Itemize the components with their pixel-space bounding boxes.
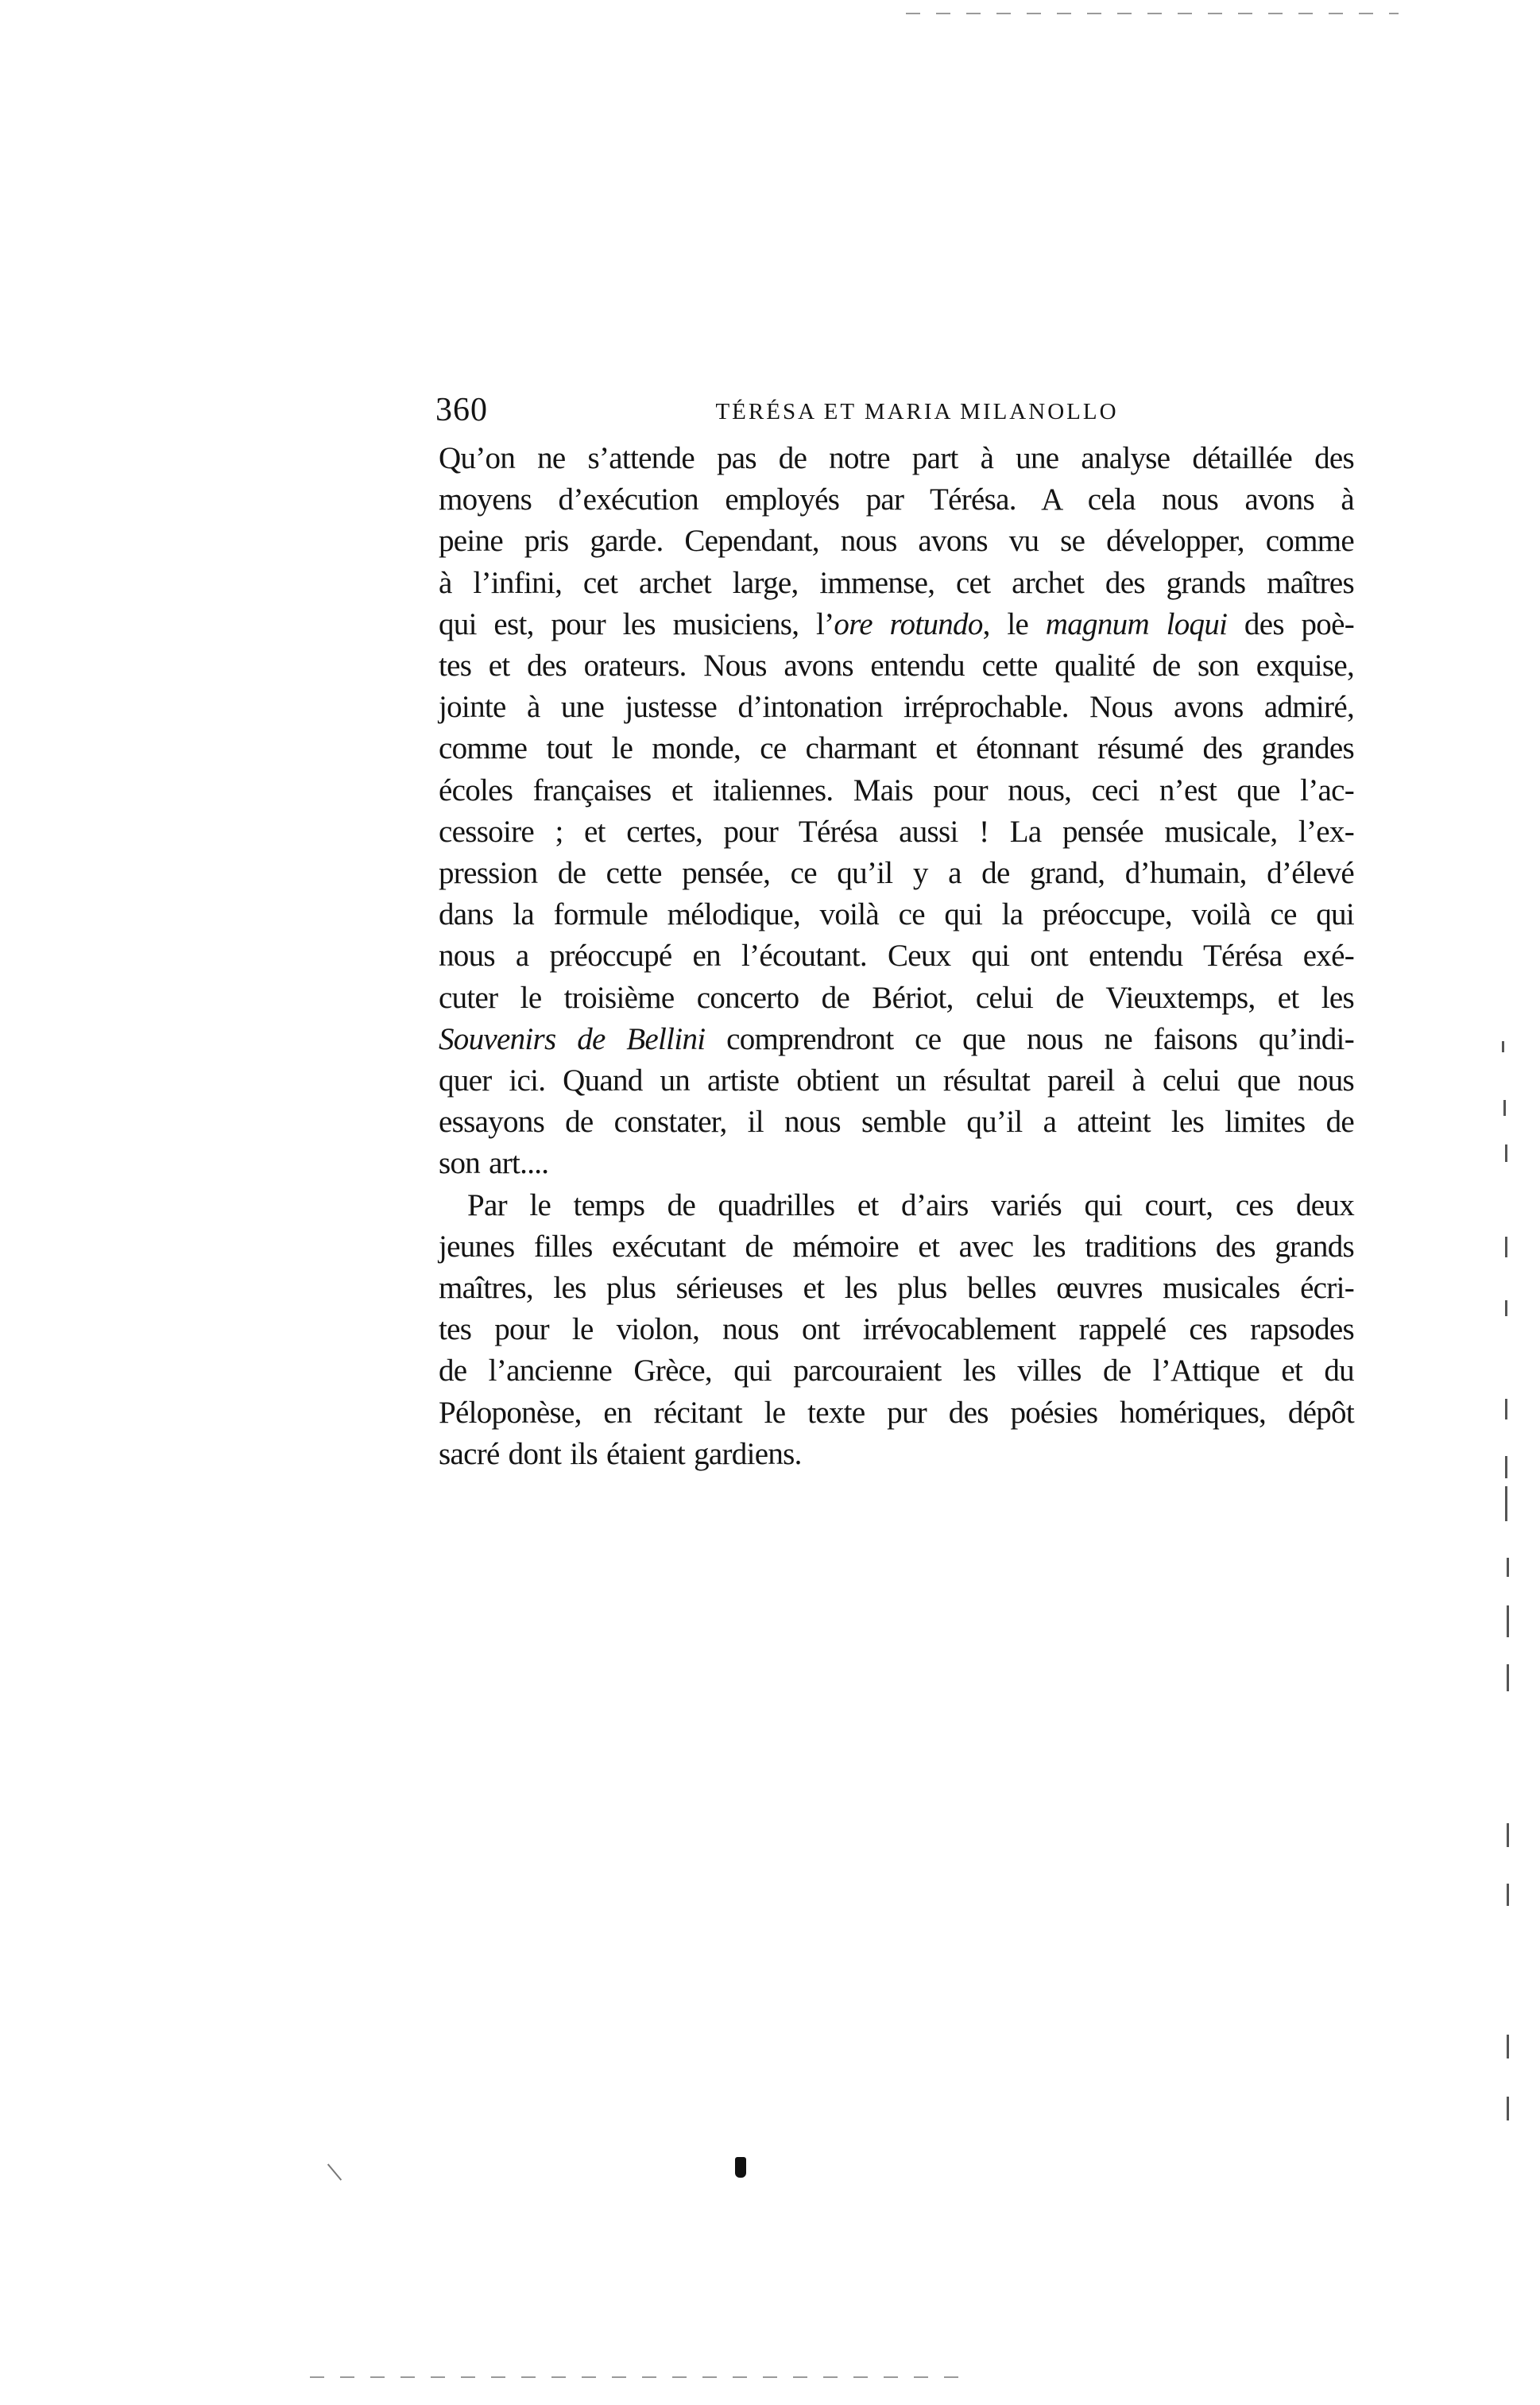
edge-mark: [1507, 1884, 1509, 1906]
text-line: [439, 604, 1354, 645]
text-line: essayons de constater, il nous semble qu’il a atteint les limites de: [439, 1105, 1354, 1140]
text-line: jeunes filles exécutant de mémoire et avec les traditions des grands: [439, 1229, 1354, 1264]
text-fragment: des poè-: [1227, 606, 1354, 641]
text-line: cuter le troisième concerto de Bériot, celui de Vieuxtemps, et les: [439, 980, 1354, 1015]
text-line: à l’infini, cet archet large, immense, cet archet des grands maîtres: [439, 565, 1354, 600]
edge-mark: [1507, 1823, 1509, 1847]
running-title: TÉRÉSA ET MARIA MILANOLLO: [715, 399, 1119, 424]
running-head: [435, 386, 1351, 434]
italic-phrase: magnum loqui: [1045, 606, 1228, 641]
edge-mark: [1502, 1041, 1504, 1052]
scan-noise-bottom: [310, 2376, 969, 2378]
edge-mark: [1507, 2097, 1509, 2120]
text-fragment: , le: [982, 606, 1046, 641]
text-line: tes pour le violon, nous ont irrévocablement rappelé ces rapsodes: [439, 1312, 1354, 1347]
text-line: écoles françaises et italiennes. Mais pour nous, ceci n’est que l’ac-: [439, 773, 1354, 807]
text-line: [439, 1019, 1354, 1060]
text-fragment: qui est, pour les musiciens, l’: [439, 606, 834, 641]
text-line: moyens d’exécution employés par Térésa. A cela nous avons à: [439, 482, 1354, 517]
text-line: dans la formule mélodique, voilà ce qui la préoccupe, voilà ce qui: [439, 897, 1354, 932]
edge-mark: [1505, 1399, 1507, 1419]
edge-mark: [1507, 1664, 1509, 1691]
body-text: [439, 438, 1354, 1475]
italic-phrase: ore rotundo: [834, 606, 983, 641]
text-line: comme tout le monde, ce charmant et étonnant résumé des grandes: [439, 731, 1354, 766]
italic-phrase: Souvenirs de Bellini: [439, 1021, 706, 1056]
paragraph-1: [439, 438, 1354, 1185]
text-line: jointe à une justesse d’intonation irréprochable. Nous avons admiré,: [439, 690, 1354, 725]
text-line: peine pris garde. Cependant, nous avons vu se développer, comme: [439, 524, 1354, 559]
edge-mark: [1507, 2035, 1509, 2058]
text-line: sacré dont ils étaient gardiens.: [439, 1436, 802, 1471]
text-line: quer ici. Quand un artiste obtient un résultat pareil à celui que nous: [439, 1063, 1354, 1098]
text-line: pression de cette pensée, ce qu’il y a de grand, d’humain, d’élevé: [439, 856, 1354, 891]
text-line: Qu’on ne s’attende pas de notre part à une analyse détaillée des: [439, 441, 1354, 475]
scan-noise-top: [906, 13, 1399, 14]
text-line: nous a préoccupé en l’écoutant. Ceux qui ont entendu Térésa exé-: [439, 939, 1354, 974]
page-number: 360: [435, 392, 488, 428]
edge-mark: [1507, 1558, 1509, 1577]
edge-mark: [1505, 1486, 1507, 1521]
text-line: cessoire ; et certes, pour Térésa aussi ! La pensée musicale, l’ex-: [439, 814, 1354, 849]
text-line: maîtres, les plus sérieuses et les plus belles œuvres musicales écri-: [439, 1271, 1354, 1306]
edge-mark: [1505, 1456, 1507, 1478]
text-line: son art....: [439, 1146, 549, 1181]
edge-mark: [1503, 1100, 1506, 1116]
text-line: Par le temps de quadrilles et d’airs variés qui court, ces deux: [467, 1187, 1354, 1222]
scan-mark: [327, 2163, 342, 2180]
text-line: Péloponèse, en récitant le texte pur des poésies homériques, dépôt: [439, 1395, 1354, 1430]
edge-mark: [1505, 1237, 1507, 1257]
edge-mark: [1507, 1605, 1509, 1637]
edge-mark: [1505, 1144, 1507, 1162]
text-line: de l’ancienne Grèce, qui parcouraient les villes de l’Attique et du: [439, 1354, 1354, 1388]
edge-mark: [1505, 1300, 1507, 1316]
ink-blot: [735, 2157, 746, 2178]
text-line: tes et des orateurs. Nous avons entendu cette qualité de son exquise,: [439, 649, 1354, 684]
paragraph-2: [439, 1185, 1354, 1475]
text-fragment: comprendront ce que nous ne faisons qu’indi-: [705, 1021, 1354, 1056]
